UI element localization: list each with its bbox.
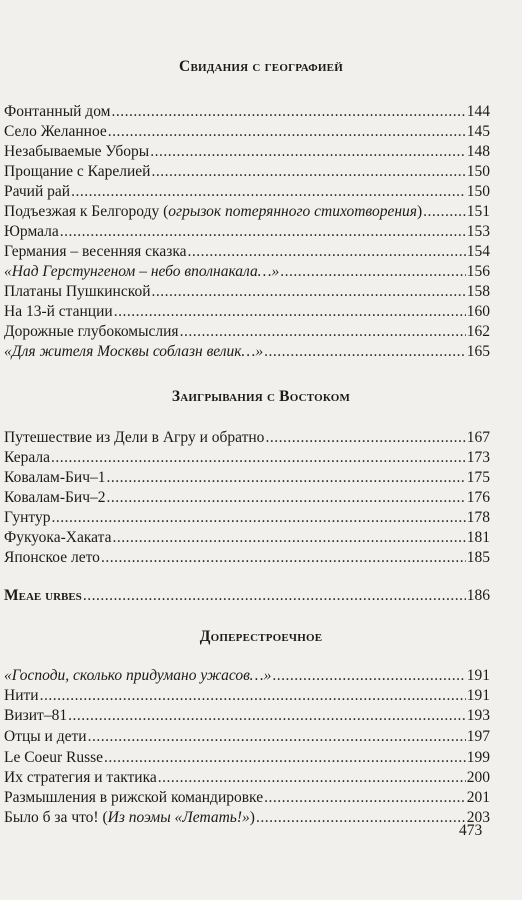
entry-title: Прощание с Карелией xyxy=(4,163,151,180)
toc-entry xyxy=(4,508,490,528)
dot-leader xyxy=(264,788,466,808)
entry-title-lead: Было б за что! ( xyxy=(4,809,108,826)
toc-entry xyxy=(4,122,490,142)
dot-leader xyxy=(158,768,466,788)
entry-page: 151 xyxy=(466,203,490,220)
entry-title xyxy=(4,202,422,222)
dot-leader xyxy=(107,488,466,508)
toc-entry xyxy=(4,342,490,362)
dot-leader xyxy=(151,162,465,182)
entry-title-italic: Из поэмы «Летать!» xyxy=(107,809,250,826)
dot-leader xyxy=(265,428,465,448)
entry-page: 199 xyxy=(466,749,490,766)
page-number: 473 xyxy=(459,822,483,839)
entry-title: Гунтур xyxy=(4,509,51,526)
entry-title: Их стратегия и тактика xyxy=(4,769,157,786)
entry-page: 173 xyxy=(466,449,490,466)
toc-entry xyxy=(4,548,490,568)
dot-leader xyxy=(71,182,466,202)
entry-page: 145 xyxy=(466,123,490,140)
dot-leader xyxy=(114,302,466,322)
dot-leader xyxy=(51,448,466,468)
entry-title: Отцы и дети xyxy=(4,728,87,745)
entry-title: Фонтанный дом xyxy=(4,103,111,120)
dot-leader xyxy=(272,666,465,686)
dot-leader xyxy=(60,222,466,242)
toc-entry xyxy=(4,142,490,162)
toc-entry xyxy=(4,448,490,468)
toc-entry xyxy=(4,302,490,322)
dot-leader xyxy=(152,282,466,302)
entry-page: 191 xyxy=(466,687,490,704)
toc-entry xyxy=(4,686,490,706)
dot-leader xyxy=(111,102,465,122)
entry-page: 148 xyxy=(466,143,490,160)
entry-page: 165 xyxy=(466,343,490,360)
entry-title: На 13-й станции xyxy=(4,303,113,320)
entry-title-lead: Подъезжая к Белгороду ( xyxy=(4,203,169,220)
entry-title: Незабываемые Уборы xyxy=(4,143,150,160)
toc-entry xyxy=(4,428,490,448)
entry-title-italic: «Для жителя Москвы соблазн велик…» xyxy=(4,343,264,360)
section-title: Доперестроечное xyxy=(199,628,323,645)
dot-leader xyxy=(256,808,466,828)
entry-title: Платаны Пушкинской xyxy=(4,283,151,300)
toc-entry xyxy=(4,262,490,282)
entry-title: Ковалам-Бич–2 xyxy=(4,489,106,506)
section-title: Заигрывания с Востоком xyxy=(171,388,351,405)
entry-page: 176 xyxy=(466,489,490,506)
entry-page: 160 xyxy=(466,303,490,320)
entry-page: 144 xyxy=(466,103,490,120)
toc-entry xyxy=(4,808,490,828)
entry-title-tail: ) xyxy=(416,203,423,220)
toc-entry xyxy=(4,322,490,342)
entry-page: 167 xyxy=(466,429,490,446)
entry-title-italic: «Над Герстунгеном – небо вполнакала…» xyxy=(4,263,280,280)
entry-title: Рачий рай xyxy=(4,183,71,200)
entry-title xyxy=(4,342,263,362)
entry-title: Германия – весенняя сказка xyxy=(4,243,187,260)
entry-title xyxy=(4,666,271,686)
toc-entry xyxy=(4,202,490,222)
toc-entry xyxy=(4,788,490,808)
entry-page: 153 xyxy=(466,223,490,240)
toc-entry xyxy=(4,182,490,202)
toc-entry xyxy=(4,468,490,488)
entry-page: 191 xyxy=(466,667,490,684)
dot-leader xyxy=(150,142,466,162)
dot-leader xyxy=(188,242,466,262)
toc-entry xyxy=(4,727,490,747)
entry-title: Фукуока-Хаката xyxy=(4,529,112,546)
entry-page: 150 xyxy=(466,183,490,200)
toc-entry xyxy=(4,706,490,726)
dot-leader xyxy=(108,122,466,142)
toc-entry xyxy=(4,488,490,508)
entry-page: 193 xyxy=(466,707,490,724)
entry-title-tail: ) xyxy=(249,809,255,826)
entry-title xyxy=(4,808,255,828)
entry-title: Нити xyxy=(4,687,39,704)
entry-title: Размышления в рижской командировке xyxy=(4,789,264,806)
toc-entry xyxy=(4,282,490,302)
dot-leader xyxy=(88,727,466,747)
entry-title-italic: «Господи, сколько придумано ужасов…» xyxy=(4,667,272,684)
dot-leader xyxy=(107,468,466,488)
dot-leader xyxy=(68,706,466,726)
entry-title: Путешествие из Дели в Агру и обратно xyxy=(4,429,265,446)
toc-entry xyxy=(4,666,490,686)
entry-title: Юрмала xyxy=(4,223,59,240)
toc-entry xyxy=(4,748,490,768)
dot-leader xyxy=(52,508,466,528)
dot-leader xyxy=(423,202,466,222)
dot-leader xyxy=(101,548,466,568)
entry-page: 197 xyxy=(466,728,490,745)
entry-page: 175 xyxy=(466,469,490,486)
entry-title: Le Coeur Russe xyxy=(4,749,104,766)
entry-title: Визит–81 xyxy=(4,707,68,724)
entry-title: Дорожные глубокомыслия xyxy=(4,323,179,340)
toc-entry xyxy=(4,242,490,262)
entry-title: Керала xyxy=(4,449,51,466)
toc-entry xyxy=(4,586,490,606)
toc-entry xyxy=(4,528,490,548)
entry-page: 156 xyxy=(466,263,490,280)
dot-leader xyxy=(40,686,466,706)
entry-title: Ковалам-Бич–1 xyxy=(4,469,106,486)
dot-leader xyxy=(112,528,465,548)
entry-page: 203 xyxy=(466,809,490,826)
toc-entry xyxy=(4,102,490,122)
toc-entry xyxy=(4,768,490,788)
entry-title-italic: огрызок потерянного стихотворения xyxy=(168,203,417,220)
toc-entry xyxy=(4,222,490,242)
dot-leader xyxy=(104,748,466,768)
entry-page: 200 xyxy=(466,769,490,786)
entry-page: 162 xyxy=(466,323,490,340)
entry-title: Японское лето xyxy=(4,549,100,566)
entry-page: 178 xyxy=(466,509,490,526)
entry-page: 181 xyxy=(466,529,490,546)
entry-page: 185 xyxy=(466,549,490,566)
entry-title xyxy=(4,262,279,282)
dot-leader xyxy=(264,342,466,362)
dot-leader xyxy=(280,262,465,282)
toc-entry xyxy=(4,162,490,182)
entry-page: 150 xyxy=(466,163,490,180)
entry-page: 186 xyxy=(466,587,490,604)
entry-title: Село Желанное xyxy=(4,123,107,140)
entry-page: 158 xyxy=(466,283,490,300)
dot-leader xyxy=(83,586,466,606)
entry-title: Meae urbes xyxy=(4,587,82,604)
entry-page: 154 xyxy=(466,243,490,260)
entry-page: 201 xyxy=(466,789,490,806)
section-title: Свидания с географией xyxy=(179,58,343,75)
dot-leader xyxy=(180,322,466,342)
